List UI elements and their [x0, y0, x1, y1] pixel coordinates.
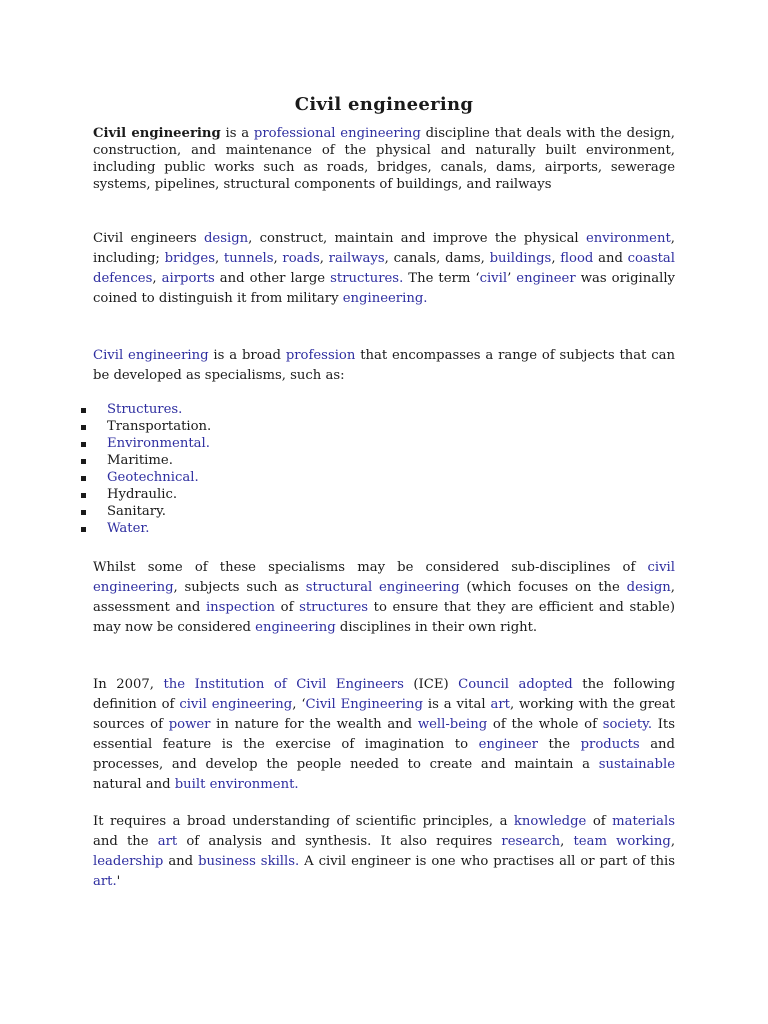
bullet-icon	[81, 527, 86, 532]
link-professional-engineering[interactable]: professional engineering	[253, 126, 421, 141]
link-civil-engineering[interactable]: civil engineering	[179, 697, 293, 712]
link-civil-engineering[interactable]: civil engineering	[93, 560, 675, 595]
list-item	[76, 503, 211, 520]
link-built-environment[interactable]: built environment.	[174, 777, 299, 792]
link-roads[interactable]: roads	[282, 251, 320, 266]
bullet-icon	[81, 476, 86, 481]
link-structures-item[interactable]: Structures.	[107, 402, 183, 417]
link-structures[interactable]: structures.	[330, 271, 404, 286]
ice-definition-paragraph: In 2007, the Institution of Civil Engineers (ICE) Council adopted the following definition of civil engineering, ‘Civil Engineering is a vital art, working with the great sources of power in nature for the wealth and well-being of the whole of society. Its essential feature is the exercise of imagination to engineer the products and processes, and develop the people needed to create and maintain a sustainable natural and built environment.	[93, 677, 676, 792]
link-council[interactable]: Council	[458, 677, 509, 692]
link-bridges[interactable]: bridges	[164, 251, 215, 266]
link-flood[interactable]: flood	[560, 251, 594, 266]
link-art-end[interactable]: art.	[93, 874, 117, 889]
link-institution-of-civil-engineers[interactable]: the Institution of Civil Engineers	[163, 677, 404, 692]
link-art[interactable]: art	[157, 834, 178, 849]
link-civil-engineering-definition[interactable]: Civil Engineering	[305, 697, 423, 712]
link-structural-engineering[interactable]: structural engineering	[305, 580, 460, 595]
list-item	[76, 486, 211, 503]
list-item-label: Maritime.	[107, 453, 173, 468]
specialisms-list	[76, 401, 211, 537]
bullet-icon	[81, 442, 86, 447]
link-design[interactable]: design	[626, 580, 671, 595]
list-item	[76, 401, 211, 418]
civil-engineers-paragraph: Civil engineers design, construct, maintain and improve the physical environment, including; bridges, tunnels, roads, railways, canals, dams, buildings, flood and coastal defences, airports and other large structures. The term ‘civil’ engineer was originally coined to distinguish it from military engineering.	[93, 231, 676, 306]
bullet-icon	[81, 510, 86, 515]
link-materials[interactable]: materials	[612, 814, 675, 829]
link-inspection[interactable]: inspection	[205, 600, 275, 615]
link-design[interactable]: design	[203, 231, 249, 246]
link-tunnels[interactable]: tunnels	[223, 251, 274, 266]
bullet-icon	[81, 493, 86, 498]
bullet-icon	[81, 425, 86, 430]
link-engineering[interactable]: engineering.	[342, 291, 428, 306]
link-products[interactable]: products	[580, 737, 640, 752]
bullet-icon	[81, 408, 86, 413]
link-well-being[interactable]: well-being	[417, 717, 488, 732]
link-profession[interactable]: profession	[285, 348, 356, 363]
link-environment[interactable]: environment	[585, 231, 671, 246]
link-geotechnical-item[interactable]: Geotechnical.	[107, 470, 199, 485]
link-business-skills[interactable]: business skills.	[198, 854, 300, 869]
link-water-item[interactable]: Water.	[107, 521, 150, 536]
sub-disciplines-paragraph: Whilst some of these specialisms may be considered sub-disciplines of civil engineering, subjects such as structural engineering (which focuses on the design, assessment and inspection of structures to ensure that they are efficient and stable) may now be considered engineering disciplines in their own right.	[93, 560, 675, 635]
bold-term: Civil engineering	[93, 126, 221, 141]
list-item-label: Sanitary.	[107, 504, 166, 519]
list-item	[76, 435, 211, 452]
link-power[interactable]: power	[168, 717, 211, 732]
link-engineering[interactable]: engineering	[255, 620, 336, 635]
link-art[interactable]: art	[490, 697, 510, 712]
link-civil-engineering[interactable]: Civil engineering	[93, 348, 209, 363]
list-item	[76, 469, 211, 486]
link-leadership[interactable]: leadership	[93, 854, 164, 869]
link-knowledge[interactable]: knowledge	[513, 814, 587, 829]
link-engineer[interactable]: engineer	[516, 271, 576, 286]
link-civil[interactable]: civil	[479, 271, 508, 286]
link-research[interactable]: research	[501, 834, 561, 849]
list-item	[76, 520, 211, 537]
link-engineer[interactable]: engineer	[478, 737, 538, 752]
link-railways[interactable]: railways	[328, 251, 385, 266]
broad-profession-paragraph: Civil engineering is a broad profession that encompasses a range of subjects that can be developed as specialisms, such as:	[93, 348, 675, 383]
list-item	[76, 418, 211, 435]
link-buildings[interactable]: buildings	[489, 251, 552, 266]
list-item	[76, 452, 211, 469]
link-environmental-item[interactable]: Environmental.	[107, 436, 210, 451]
page-title: Civil engineering	[294, 94, 474, 115]
link-structures[interactable]: structures	[299, 600, 369, 615]
link-society[interactable]: society.	[602, 717, 653, 732]
link-team-working[interactable]: team working	[573, 834, 671, 849]
link-coastal-defences[interactable]: coastal defences	[93, 251, 675, 286]
link-adopted[interactable]: adopted	[518, 677, 573, 692]
requirements-paragraph: It requires a broad understanding of scientific principles, a knowledge of materials and the art of analysis and synthesis. It also requires research, team working, leadership and business skills. A civil engineer is one who practises all or part of this art.'	[93, 814, 676, 889]
link-sustainable[interactable]: sustainable	[598, 757, 675, 772]
bullet-icon	[81, 459, 86, 464]
list-item-label: Transportation.	[107, 419, 212, 434]
link-airports[interactable]: airports	[161, 271, 215, 286]
intro-paragraph: Civil engineering is a professional engineering discipline that deals with the design, construction, and maintenance of the physical and naturally built environment, including public works such as roads, bridges, canals, dams, airports, sewerage systems, pipelines, structural components of buildings, and railways	[93, 126, 675, 192]
list-item-label: Hydraulic.	[107, 487, 178, 502]
